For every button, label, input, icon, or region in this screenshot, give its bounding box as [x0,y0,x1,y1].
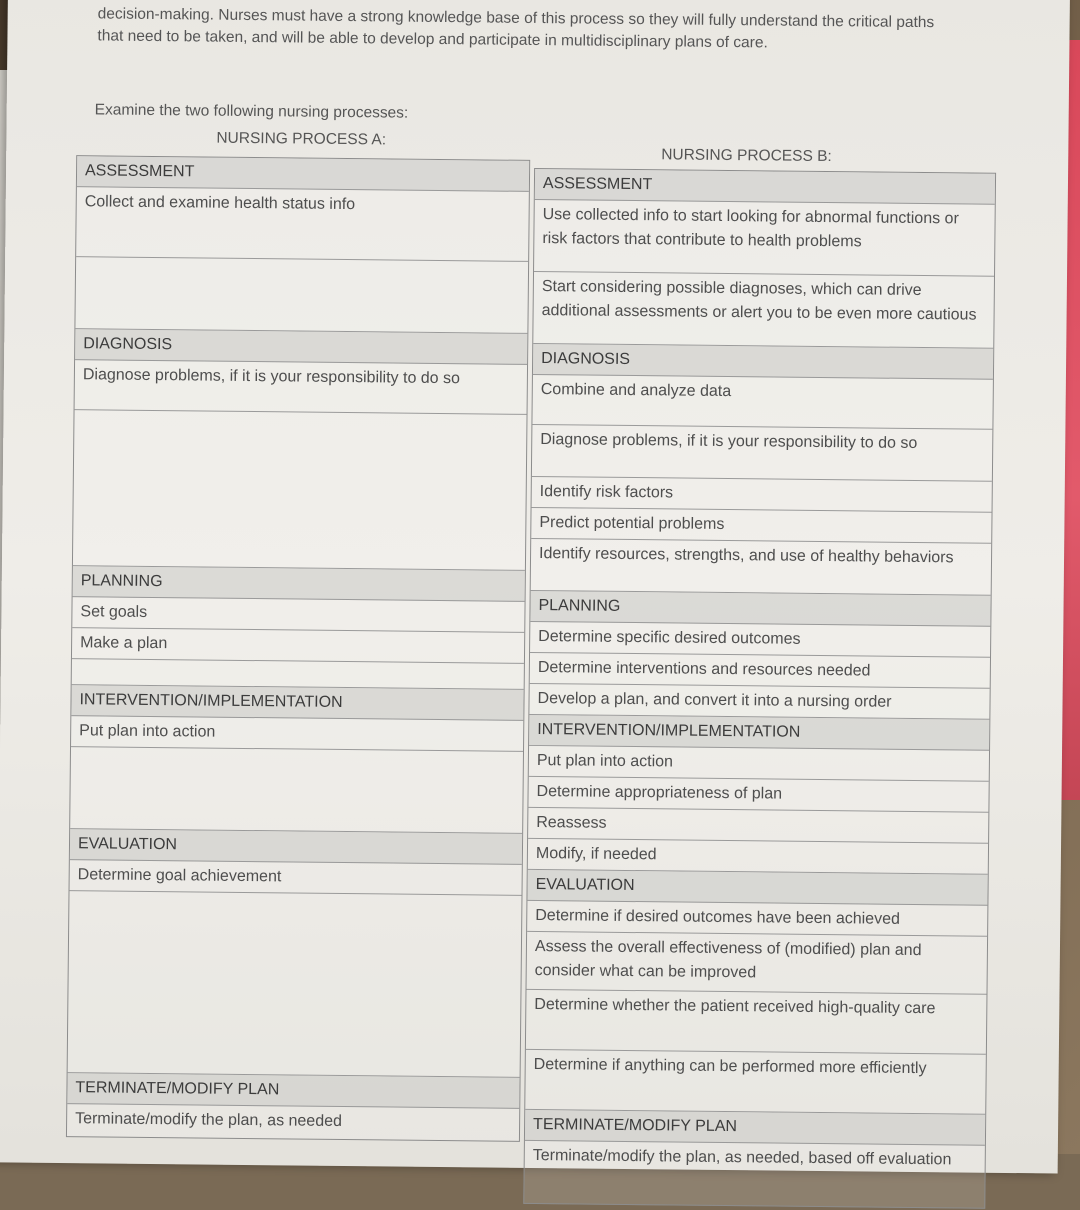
table-row: Determine goal achievement [70,860,522,896]
table-row: Identify resources, strengths, and use of healthy behaviors [531,539,992,596]
section-header-row: TERMINATE/MODIFY PLAN [525,1110,985,1146]
table-row: Set goals [72,597,524,633]
empty-row [75,257,528,334]
table-row: Diagnose problems, if it is your responsibility to do so [75,360,527,415]
section-header-row: DIAGNOSIS [75,329,527,365]
intro-paragraph: decision-making. Nurses must have a strong knowledge base of this process so they will fully understand the critical paths that need to be taken, and will be able to develop and participate in multidisciplinary plans of care. [97,5,935,52]
table-row: Determine specific desired outcomes [530,622,990,658]
table-row: Terminate/modify the plan, as needed [75,1110,343,1130]
table-row: Determine interventions and resources needed [530,653,990,689]
table-row: Make a plan [72,628,524,664]
process-b-table [523,168,996,1209]
empty-row [70,747,523,834]
table-row: Identify risk factors [532,477,992,513]
table-row: Put plan into action [71,716,523,752]
process-a-table [66,155,530,1142]
table-row: Assess the overall effectiveness of (modified) plan and consider what can be improved [527,932,988,995]
section-header-row: EVALUATION [527,870,987,906]
table-row: Use collected info to start looking for abnormal functions or risk factors that contribute to health problems [534,200,995,277]
table-row: Determine whether the patient received high-quality care [526,990,987,1055]
section-header-row: EVALUATION [70,829,522,865]
table-row: Collect and examine health status info [76,187,529,262]
table-row: Determine appropriateness of plan [528,777,988,813]
section-header-row: ASSESSMENT [77,156,529,192]
table-row: Diagnose problems, if it is your responsibility to do so [532,425,993,482]
table-row: Combine and analyze data [532,375,992,430]
section-header-row: DIAGNOSIS [533,344,993,380]
section-header-row: ASSESSMENT [535,169,995,205]
section-header-row: INTERVENTION/IMPLEMENTATION [529,715,989,751]
table-row: Determine if anything can be performed more efficiently [525,1050,986,1115]
table-row: Start considering possible diagnoses, which can drive additional assessments or alert you to be even more cautious [533,272,994,349]
process-a-title: NURSING PROCESS A: [216,129,387,149]
examine-instruction: Examine the two following nursing processes: [94,101,409,122]
empty-row [68,891,522,1078]
empty-row [73,410,527,571]
table-row: Develop a plan, and convert it into a nursing order [529,684,989,720]
section-header-row: PLANNING [73,566,525,602]
table-row: Terminate/modify the plan, as needed, based off evaluation [532,1146,952,1169]
section-header-row: INTERVENTION/IMPLEMENTATION [71,685,523,721]
table-row: Determine if desired outcomes have been achieved [527,901,987,937]
table-row: Put plan into action [529,746,989,782]
section-header-row: PLANNING [530,591,990,627]
table-row: Predict potential problems [531,508,991,544]
table-row: Modify, if needed [528,839,988,875]
table-row: Reassess [528,808,988,844]
process-b-title: NURSING PROCESS B: [661,146,832,166]
section-header-row: TERMINATE/MODIFY PLAN [67,1073,519,1109]
